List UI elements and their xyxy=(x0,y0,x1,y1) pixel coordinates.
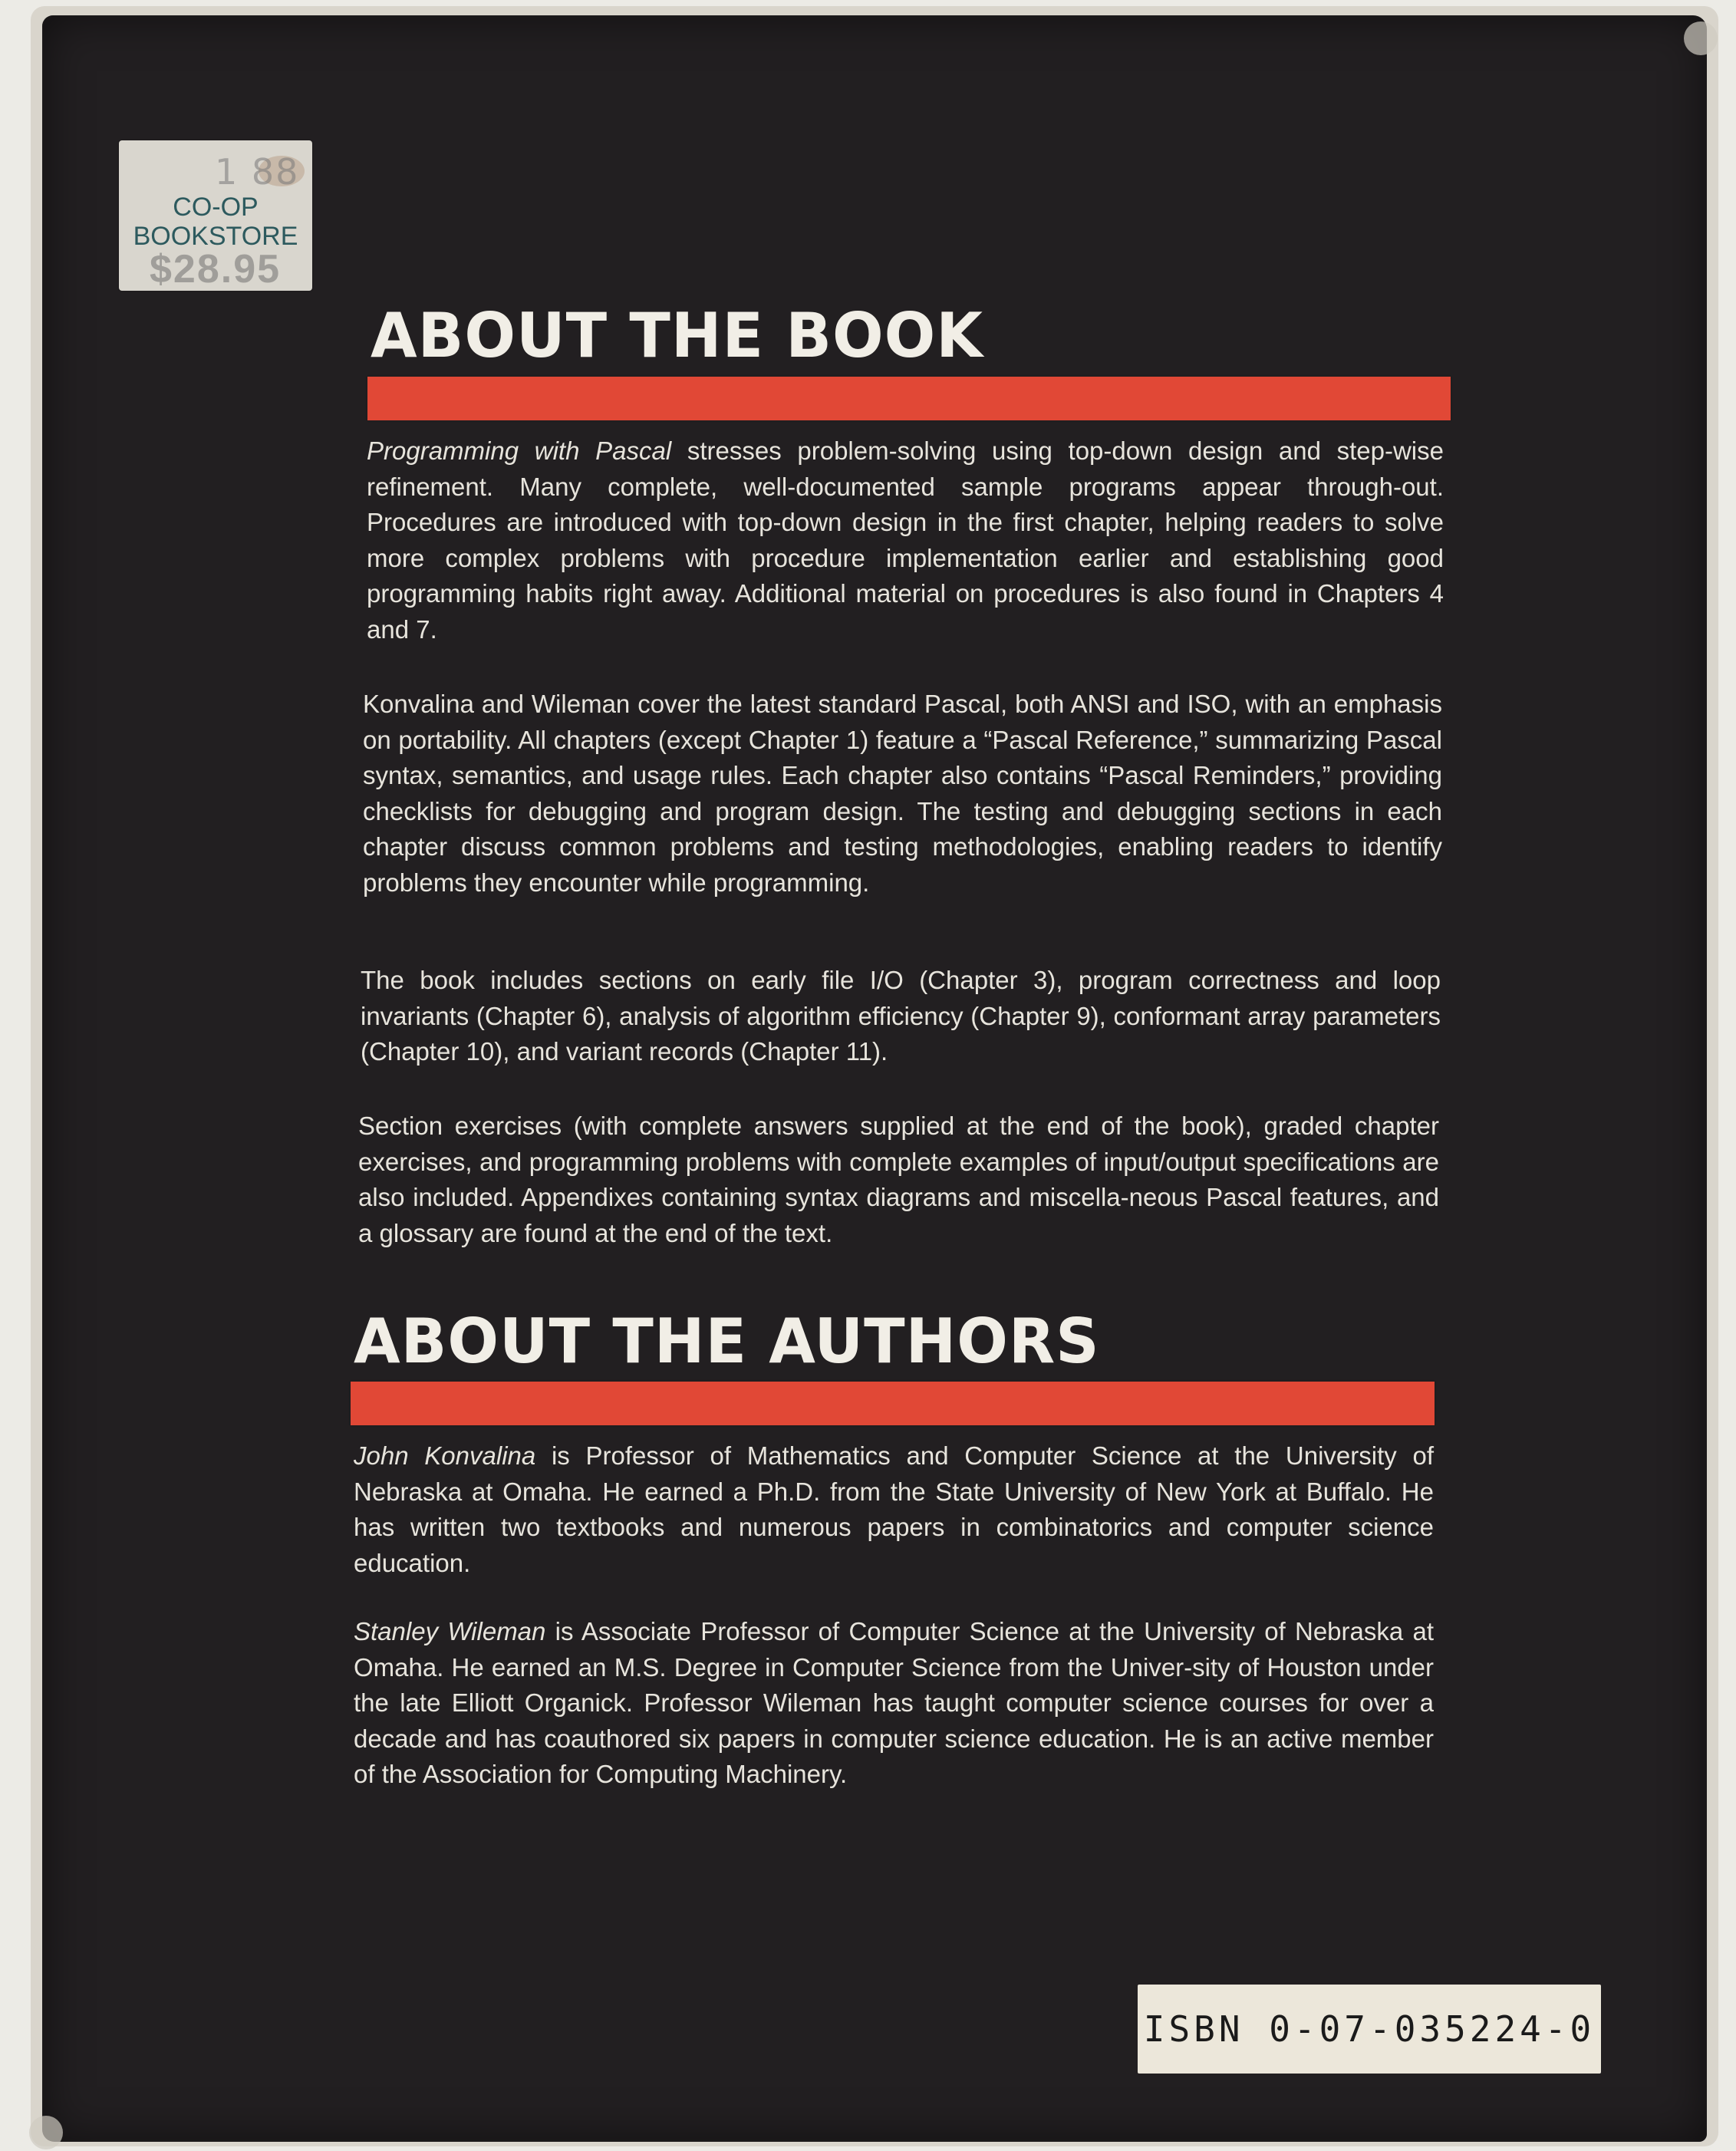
about-book-paragraph-4: Section exercises (with complete answers supplied at the end of the book), graded chapter exercises, and programming problems with complete examples of input/output specifications are also included. Appendixes containing syntax diagrams and miscella-neous Pascal features, and a glossary are found at the end of the text. xyxy=(358,1112,1439,1247)
author-konvalina-name: John Konvalina xyxy=(354,1441,536,1470)
about-authors-heading: ABOUT THE AUTHORS xyxy=(354,1306,1100,1377)
sticker-price-tag-number: 1 88 xyxy=(215,151,300,193)
sticker-store-name-line1: CO-OP xyxy=(173,193,259,222)
about-book-paragraph-2: Konvalina and Wileman cover the latest standard Pascal, both ANSI and ISO, with an emphasis on portability. All chapters (except Chapter 1) feature a “Pascal Reference,” summarizing Pascal syntax, semantics, and usage rules. Each chapter also contains “Pascal Reminders,” providing checklists for debugging and program design. The testing and debugging sections in each chapter discuss common problems and testing methodologies, enabling readers to identify problems they encounter while programming. xyxy=(363,690,1442,897)
price-sticker xyxy=(119,140,312,291)
isbn-label xyxy=(1138,1985,1601,2074)
corner-wear xyxy=(29,2116,63,2149)
sticker-store-name-line2: BOOKSTORE xyxy=(133,222,298,251)
author-wileman-name: Stanley Wileman xyxy=(354,1617,546,1645)
about-book-paragraph-3: The book includes sections on early file I/O (Chapter 3), program correctness and loop invariants (Chapter 6), analysis of algorithm efficiency (Chapter 9), conformant array parameters (Chapter 10), and variant records (Chapter 11). xyxy=(361,966,1441,1066)
about-authors-red-bar xyxy=(351,1382,1435,1425)
corner-wear xyxy=(1684,21,1718,55)
author-konvalina-bio: is Professor of Mathematics and Computer Science at the University of Nebraska at Omaha. He earned a Ph.D. from the State University of New York at Buffalo. He has written two textbooks and numerous papers in combinatorics and computer science education. xyxy=(354,1441,1435,1577)
isbn-text: ISBN 0-07-035224-0 xyxy=(1143,2008,1596,2050)
about-book-paragraph-1 xyxy=(367,433,1444,647)
book-title-italic: Programming with Pascal xyxy=(367,436,672,465)
author-konvalina-paragraph xyxy=(354,1438,1434,1581)
about-book-red-bar xyxy=(367,377,1451,420)
about-book-heading: ABOUT THE BOOK xyxy=(371,300,983,371)
author-wileman-paragraph xyxy=(354,1614,1434,1793)
sticker-price: $28.95 xyxy=(150,247,282,291)
paragraph-1-text: stresses problem-solving using top-down design and step-wise refinement. Many complete, well-documented sample programs appear through-out. Procedures are introduced with top-down design in the first chapter, helping readers to solve more complex problems with procedure implementation earlier and establishing good programming habits right away. Additional material on procedures is also found in Chapters 4 and 7. xyxy=(367,436,1444,644)
author-wileman-bio: is Associate Professor of Computer Science at the University of Nebraska at Omaha. He earned an M.S. Degree in Computer Science from the Univer-sity of Houston under the late Elliott Organick. Professor Wileman has taught computer science courses for over a decade and has coauthored six papers in computer science education. He is an active member of the Association for Computing Machinery. xyxy=(354,1617,1434,1788)
